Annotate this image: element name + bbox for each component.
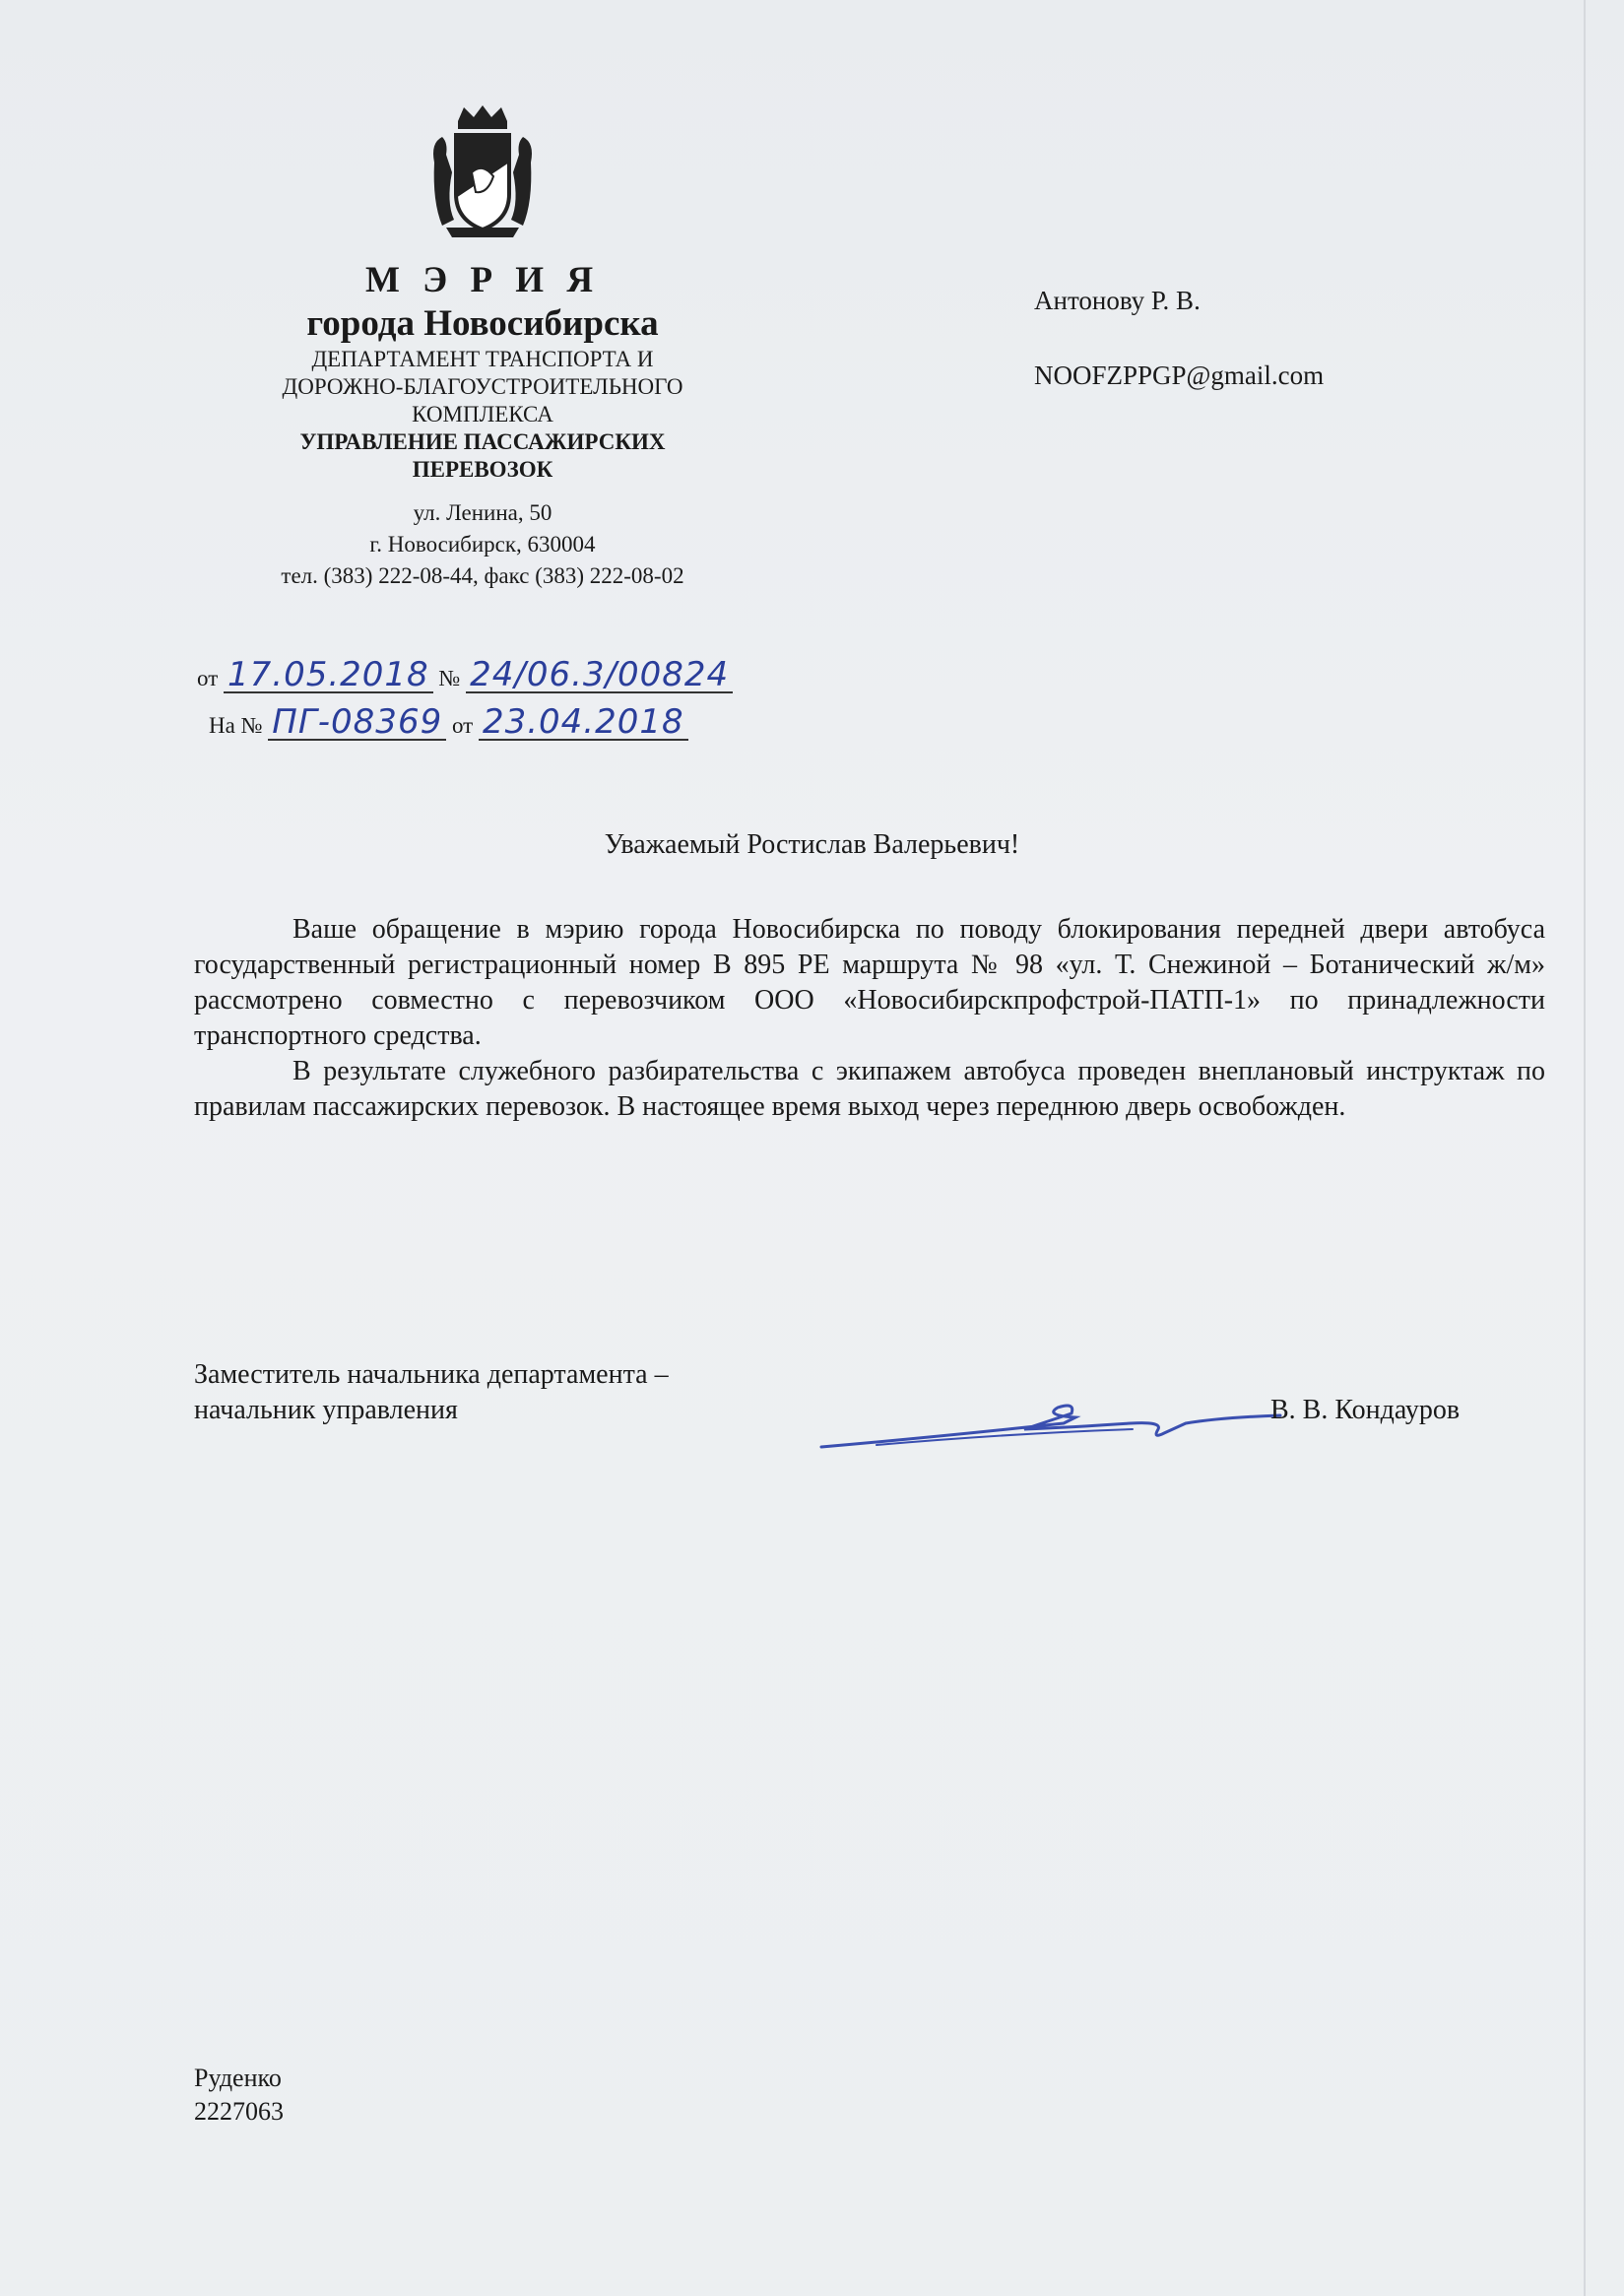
reply-reference	[209, 702, 688, 742]
coat-of-arms-icon	[428, 103, 537, 241]
recipient-block	[1034, 286, 1324, 435]
salutation: Уважаемый Ростислав Валерьевич!	[604, 829, 1020, 860]
reply-date: 23.04.2018	[479, 705, 688, 741]
reply-date-prefix: от	[451, 713, 474, 738]
signatory-name: В. В. Кондауров	[1270, 1395, 1461, 1425]
address-street: ул. Ленина, 50	[413, 500, 552, 525]
reply-number: ПГ-08369	[268, 705, 446, 741]
recipient-name: Антонову Р. В.	[1034, 286, 1201, 315]
org-name: М Э Р И Я	[364, 260, 601, 300]
org-city: города Новосибирска	[306, 303, 659, 344]
unit-line: ПЕРЕВОЗОК	[412, 457, 553, 482]
phone-fax: тел. (383) 222-08-44, факс (383) 222-08-02	[281, 563, 684, 588]
outgoing-number: 24/06.3/00824	[466, 658, 733, 693]
address-block	[187, 497, 778, 592]
body-paragraph: В результате служебного разбирательства с экипажем автобуса проведен внеплановый инструктаж по правилам пассажирских перевозок. В настоящее время выход через переднюю дверь освобожден.	[194, 1056, 1545, 1122]
date-prefix: от	[197, 666, 219, 690]
letter-body	[194, 912, 1545, 1125]
body-paragraph: Ваше обращение в мэрию города Новосибирска по поводу блокирования передней двери автобуса государственный регистрационный номер В 895 РЕ маршрута № 98 «ул. Т. Снежиной – Ботанический ж/м» рассмотрено совместно с перевозчиком ООО «Новосибирскпрофстрой-ПАТП-1» по принадлежности транспортного средства.	[194, 914, 1545, 1051]
page-edge-shadow	[1584, 0, 1586, 2296]
address-city: г. Новосибирск, 630004	[369, 532, 596, 557]
department-line: ДЕПАРТАМЕНТ ТРАНСПОРТА И	[311, 347, 654, 371]
number-prefix: №	[438, 666, 461, 690]
outgoing-registration	[197, 655, 733, 694]
reply-prefix: На №	[209, 713, 263, 738]
executor-phone: 2227063	[194, 2097, 284, 2126]
unit-line: УПРАВЛЕНИЕ ПАССАЖИРСКИХ	[299, 429, 666, 454]
recipient-email: NOOFZPPGP@gmail.com	[1034, 361, 1325, 390]
department-line: КОМПЛЕКСА	[412, 402, 553, 426]
handwritten-signature	[817, 1394, 1290, 1453]
signatory-title-line: Заместитель начальника департамента –	[194, 1359, 669, 1390]
signatory-title	[194, 1357, 669, 1428]
department-line: ДОРОЖНО-БЛАГОУСТРОИТЕЛЬНОГО	[282, 374, 683, 399]
signatory-title-line: начальник управления	[194, 1395, 458, 1425]
executor-name: Руденко	[194, 2064, 282, 2092]
outgoing-date: 17.05.2018	[224, 658, 433, 693]
letterhead	[187, 103, 778, 592]
executor-block	[194, 2062, 284, 2129]
